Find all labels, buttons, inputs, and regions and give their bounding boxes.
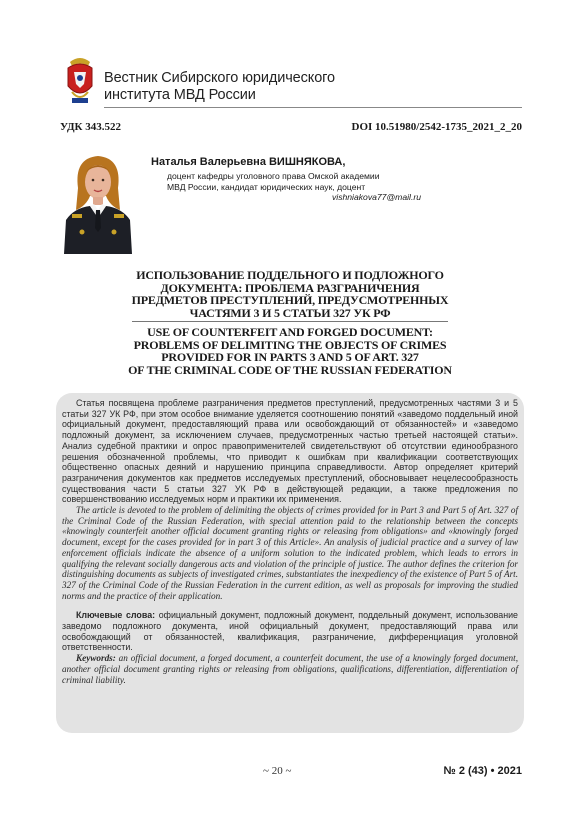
keywords-ru [62,610,518,653]
author-name: Наталья Валерьевна ВИШНЯКОВА, [151,156,346,168]
title-divider [132,321,448,322]
page-number: ~ 20 ~ [263,765,292,777]
author-affiliation-line1: доцент кафедры уголовного права Омской академии [167,171,380,181]
keywords-ru-label: Ключевые слова: [76,610,156,621]
keywords-en-text: an official document, a forged document, a counterfeit document, the use of a knowingly forged document, another official document granting rights or releasing from obligations, qualifications, differentiation, differentiation of criminal liability. [62,653,518,685]
abstract-text [62,398,518,685]
title-ru-line3: ПРЕДМЕТОВ ПРЕСТУПЛЕНИЙ, ПРЕДУСМОТРЕННЫХ [131,293,449,307]
author-email[interactable]: vishniakova77@mail.ru [332,192,421,202]
author-affiliation [167,171,427,192]
title-en-line4: OF THE CRIMINAL CODE OF THE RUSSIAN FEDERATION [128,362,452,377]
title-en-line1: USE OF COUNTERFEIT AND FORGED DOCUMENT: [147,325,433,339]
author-photo [60,148,136,254]
article-title-en [70,326,510,376]
mvd-emblem-icon [62,52,98,106]
issue-number: № 2 (43) • 2021 [443,765,522,777]
title-ru-line1: ИСПОЛЬЗОВАНИЕ ПОДДЕЛЬНОГО И ПОДЛОЖНОГО [136,268,444,282]
article-title-ru [70,269,510,319]
header-divider [104,107,522,108]
title-ru-line2: ДОКУМЕНТА: ПРОБЛЕМА РАЗГРАНИЧЕНИЯ [160,280,420,295]
title-en-line3: PROVIDED FOR IN PARTS 3 AND 5 OF ART. 327 [161,350,419,364]
abstract-en: The article is devoted to the problem of delimiting the objects of crimes provided for in Part 3 and Part 5 of Art. 327 of the Criminal Code of the Russian Federation, with special attention paid to the relationship between the concepts «knowingly counterfeit another official document granting rights or releasing from obligations» and «knowingly forged document, except for the cases provided for in part 3 of this Article». An analysis of judicial practice and a survey of law enforcement officials indicate the absence of a uniform solution to the indicated problem, which leads to errors in qualifying the relevant socially dangerous acts and violation of the principle of justice. The author defines the criterion for distinguishing documents as subjects of investigated crimes, substantiates the inexpediency of the existence of Part 5 of Art. 327 of the Criminal Code of the Russian Federation in the current edition, as well as proposals for improving the studied norms and the practice of their application. [62,505,518,601]
udk-code: УДК 343.522 [60,121,122,133]
doi-code: DOI 10.51980/2542-1735_2021_2_20 [351,121,522,133]
journal-title-line1: Вестник Сибирского юридического [104,70,336,86]
journal-title-line2: института МВД России [104,87,256,103]
keywords-en-label: Keywords: [76,653,116,664]
keywords-ru-text: официальный документ, подложный документ, поддельный документ, использование заведомо подложного документа, иной официальный документ, предоставляющий права или освобождающий от обязанностей, квалификация, разграничение, дифференциация уголовной ответственности. [62,610,518,653]
abstract-ru: Статья посвящена проблеме разграничения предметов преступлений, предусмотренных частями 3 и 5 статьи 327 УК РФ, при этом особое внимание уделяется соотношению понятий «заведомо поддельный иной официальный документ, предоставляющий права или освобождающий от обязанностей» и «заведомо подложный документ, за исключением случаев, предусмотренных частью третьей настоящей статьи». Анализ судебной практики и опрос правоприменителей свидетельствуют об отсутствии единообразного решения обозначенной проблемы, что приводит к ошибкам при квалификации соответствующих общественно опасных деяний и нарушению принципа справедливости. Автор определяет критерий разграничения документов как предметов исследуемых преступлений, обосновывает нецелесообразность существования части 5 статьи 327 УК РФ в действующей редакции, а также предложения по совершенствованию исследуемых норм и практики их применения. [62,398,518,505]
journal-title [104,70,335,104]
title-ru-line4: ЧАСТЯМИ 3 И 5 СТАТЬИ 327 УК РФ [189,305,391,320]
keywords-en [62,653,518,685]
author-affiliation-line2: МВД России, кандидат юридических наук, доцент [167,181,366,192]
title-en-line2: PROBLEMS OF DELIMITING THE OBJECTS OF CRIMES [133,337,447,352]
